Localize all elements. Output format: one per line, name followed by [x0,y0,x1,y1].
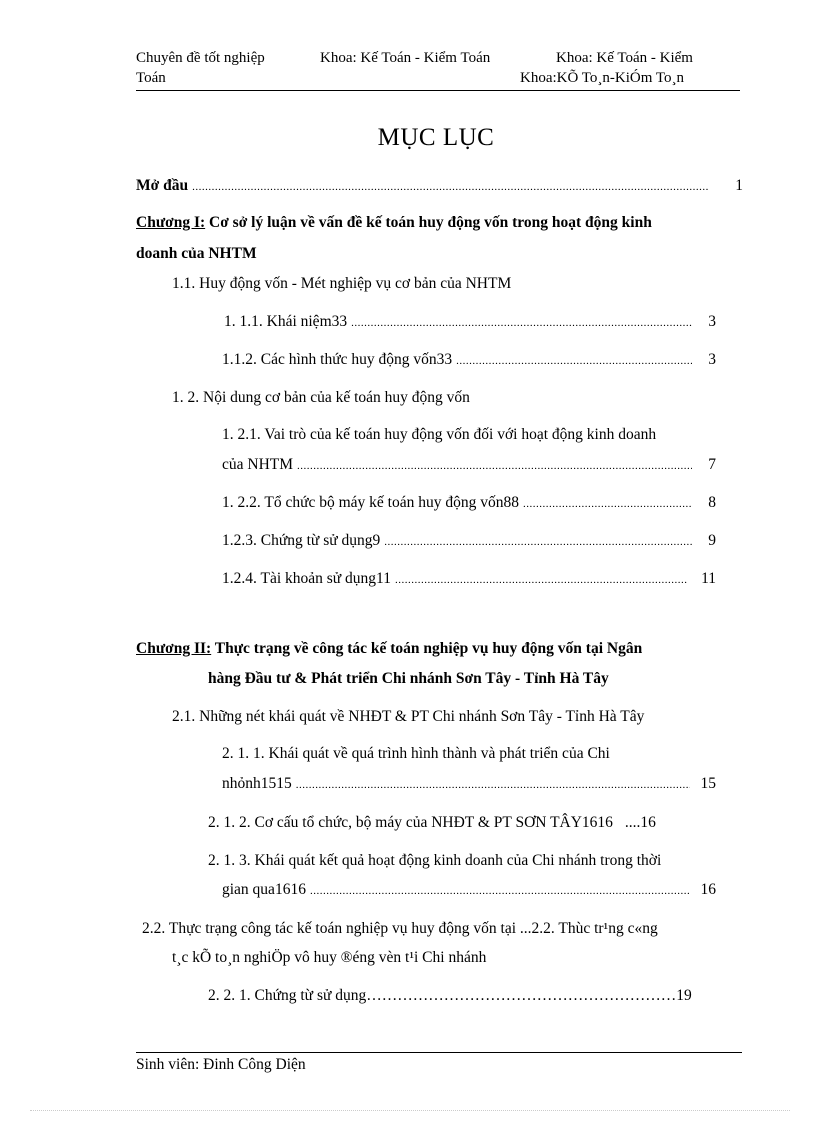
toc-entry-mo-dau[interactable] [136,177,743,195]
toc-entry-2-1-1-cont[interactable] [222,775,716,793]
toc-entry-1-1-2[interactable] [222,351,716,369]
toc-label: 1.1.2. Các hình thức huy động vốn33 [222,351,453,368]
toc-page: 7 [708,456,716,473]
toc-dots [310,881,690,899]
toc-entry-2-2-1[interactable] [208,987,692,1005]
toc-label: 2. 2. 1. Chứng từ sử dụng [208,987,367,1004]
toc-page: 19 [676,987,692,1004]
toc-page: 9 [708,532,716,549]
toc-dots: …………………………………………………… [366,987,677,1004]
toc-label: 1.2.3. Chứng từ sử dụng9 [222,532,381,549]
toc-page: 16 [700,881,716,898]
footer-divider [136,1052,742,1053]
toc-chapter-2-cont: hàng Đầu tư & Phát triển Chi nhánh Sơn Tây - Tỉnh Hà Tây [208,670,609,687]
toc-page: 3 [708,351,716,368]
toc-entry-2-1-3-cont[interactable] [222,881,716,899]
toc-section-2-1[interactable]: 2.1. Những nét khái quát về NHĐT & PT Chi nhánh Sơn Tây - Tỉnh Hà Tây [172,708,645,725]
toc-label: Mở đầu [136,177,189,194]
footer-student: Sinh viên: Đinh Công Diện [136,1056,306,1073]
toc-label: của NHTM [222,456,294,473]
header-col2: Khoa: Kế Toán - Kiểm Toán [320,50,491,66]
toc-label: 2. 1. 2. Cơ cấu tổ chức, bộ máy của NHĐT & PT SƠN TÂY1616 [208,814,613,831]
toc-page: 11 [701,570,716,587]
toc-entry-2-1-2[interactable] [208,814,656,832]
toc-chapter-1-cont: doanh của NHTM [136,245,257,262]
toc-dots [351,313,692,331]
toc-page: 8 [708,494,716,511]
toc-page: 16 [640,814,656,831]
toc-section-2-2-cont: t¸c kÕ to¸n nghiÖp vô huy ®éng vèn t¹i Chi nhánh [172,949,487,966]
toc-dots [523,494,692,512]
toc-section-2-2[interactable]: 2.2. Thực trạng công tác kế toán nghiệp vụ huy động vốn tại ...2.2. Thùc tr¹ng c«ng [142,920,658,937]
toc-dots [297,456,692,474]
page-title: MỤC LỤC [377,124,495,151]
toc-entry-1-2-4[interactable] [222,570,716,588]
toc-dots: .... [624,814,641,831]
toc-label: 1.2.4. Tài khoản sử dụng11 [222,570,391,587]
toc-entry-1-2-3[interactable] [222,532,716,550]
chapter-prefix: Chương II: [136,640,212,657]
toc-entry-1-1-1[interactable] [224,313,716,331]
toc-dots [192,177,709,195]
page-edge [30,1110,790,1111]
toc-page: 3 [708,313,716,330]
header-divider [136,90,740,91]
header-col1: Chuyên đề tốt nghiệp [136,50,265,66]
toc-entry-1-2-2[interactable] [222,494,716,512]
toc-label: gian qua1616 [222,881,306,898]
header-col3: Khoa: Kế Toán - Kiểm [556,50,693,66]
header-row2-left: Toán [136,70,166,86]
toc-section-1-1[interactable]: 1.1. Huy động vốn - Mét nghiệp vụ cơ bản của NHTM [172,275,512,292]
chapter-title: Cơ sở lý luận về vấn đề kế toán huy động vốn trong hoạt động kinh [205,214,652,231]
toc-section-1-2[interactable]: 1. 2. Nội dung cơ bản của kế toán huy động vốn [172,389,470,406]
toc-label: 1. 1.1. Khái niệm33 [224,313,348,330]
toc-entry-1-2-1[interactable]: 1. 2.1. Vai trò của kế toán huy động vốn đối với hoạt động kinh doanh [222,426,657,443]
toc-dots [384,532,692,550]
toc-entry-1-2-1-cont[interactable] [222,456,716,474]
toc-dots [456,351,692,369]
toc-label: nhỏnh1515 [222,775,292,792]
toc-page: 1 [735,177,743,194]
toc-chapter-2[interactable] [136,640,642,658]
toc-entry-2-1-1[interactable]: 2. 1. 1. Khái quát về quá trình hình thành và phát triển của Chi [222,745,610,762]
toc-label: 1. 2.2. Tổ chức bộ máy kế toán huy động vốn88 [222,494,519,511]
header-row2-right: Khoa:KÕ To¸n-KiÓm To¸n [520,70,684,86]
toc-chapter-1[interactable] [136,214,652,232]
toc-entry-2-1-3[interactable]: 2. 1. 3. Khái quát kết quả hoạt động kinh doanh của Chi nhánh trong thời [208,852,662,869]
toc-dots [296,775,690,793]
chapter-prefix: Chương I: [136,214,206,231]
toc-page: 15 [700,775,716,792]
chapter-title: Thực trạng về công tác kế toán nghiệp vụ huy động vốn tại Ngân [211,640,643,657]
toc-dots [395,570,688,588]
